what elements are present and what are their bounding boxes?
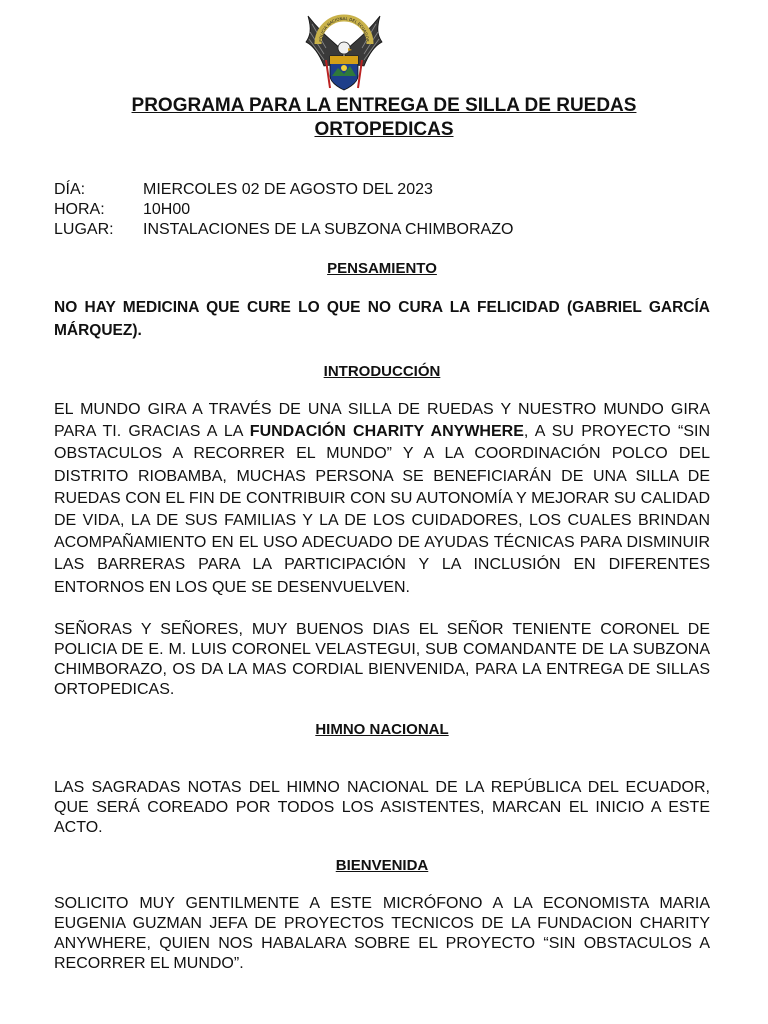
heading-bienvenida: BIENVENIDA: [335, 857, 429, 874]
intro-text-start: EL MUNDO GIRA A TRAVÉS DE UNA SILLA DE RUEDAS Y NUESTRO MUNDO GIRA PARA TI. GRACIAS A LA: [54, 401, 710, 441]
intro-text-rest: , A SU PROYECTO “SIN OBSTACULOS A RECORRER EL MUNDO” Y A LA COORDINACIÓN POLCO DEL DISTRITO RIOBAMBA, MUCHAS PERSONA SE BENEFICIARÁN DE UNA SILLA DE RUEDAS CON EL FIN DE CONTRIBUIR CON SU AUTONOMÍA Y MEJORAR SU CALIDAD DE VIDA, LA DE SUS FAMILIAS Y LA DE LOS CUIDADORES, LOS CUALES BRINDAN ACOMPAÑAMIENTO EN EL USO ADECUADO DE AYUDAS TÉCNICAS PARA DISMINUIR LAS BARRERAS PARA LA PARTICIPACIÓN Y LA INCLUSIÓN EN DIFERENTES ENTORNOS EN LOS QUE SE DESENVUELVEN.: [54, 423, 710, 596]
himno-text: LAS SAGRADAS NOTAS DEL HIMNO NACIONAL DE LA REPÚBLICA DEL ECUADOR, QUE SERÁ COREADO POR TODOS LOS ASISTENTES, MARCAN EL INICIO A ESTE ACTO.: [54, 779, 710, 836]
introduccion-text: [54, 399, 710, 599]
info-label: HORA:: [54, 201, 105, 218]
document-title: PROGRAMA PARA LA ENTREGA DE SILLA DE RUEDAS ORTOPEDICAS: [131, 95, 637, 140]
heading-himno: HIMNO NACIONAL: [315, 721, 449, 738]
info-value: INSTALACIONES DE LA SUBZONA CHIMBORAZO: [143, 221, 514, 238]
foundation-name: FUNDACIÓN CHARITY ANYWHERE: [249, 423, 524, 441]
bienvenida-text: SOLICITO MUY GENTILMENTE A ESTE MICRÓFONO A LA ECONOMISTA MARIA EUGENIA GUZMAN JEFA DE PROYECTOS TECNICOS DE LA FUNDACION CHARITY ANYWHERE, QUIEN NOS HABALARA SOBRE EL PROYECTO “SIN OBSTACULOS A RECORRER EL MUNDO”.: [54, 895, 710, 972]
police-eagle-shield-icon: [304, 12, 384, 94]
emblem-arc-text: POLICIA NACIONAL DEL ECUADOR: [317, 15, 371, 42]
pensamiento-text: NO HAY MEDICINA QUE CURE LO QUE NO CURA LA FELICIDAD (GABRIEL GARCÍA MÁRQUEZ).: [54, 299, 710, 339]
heading-pensamiento: PENSAMIENTO: [327, 260, 437, 277]
info-label: LUGAR:: [54, 221, 114, 238]
info-row-dia: [54, 180, 513, 200]
event-info: [54, 180, 513, 240]
info-row-lugar: [54, 220, 513, 240]
info-label: DÍA:: [54, 181, 86, 198]
heading-introduccion: INTRODUCCIÓN: [323, 363, 441, 380]
info-row-hora: [54, 200, 513, 220]
info-value: 10H00: [143, 201, 191, 218]
welcome-text: SEÑORAS Y SEÑORES, MUY BUENOS DIAS EL SEÑOR TENIENTE CORONEL DE POLICIA DE E. M. LUIS CORONEL VELASTEGUI, SUB COMANDANTE DE LA SUBZONA CHIMBORAZO, OS DA LA MAS CORDIAL BIENVENIDA, PARA LA ENTREGA DE SILLAS ORTOPEDICAS.: [54, 621, 710, 698]
info-value: MIERCOLES 02 DE AGOSTO DEL 2023: [143, 181, 433, 198]
